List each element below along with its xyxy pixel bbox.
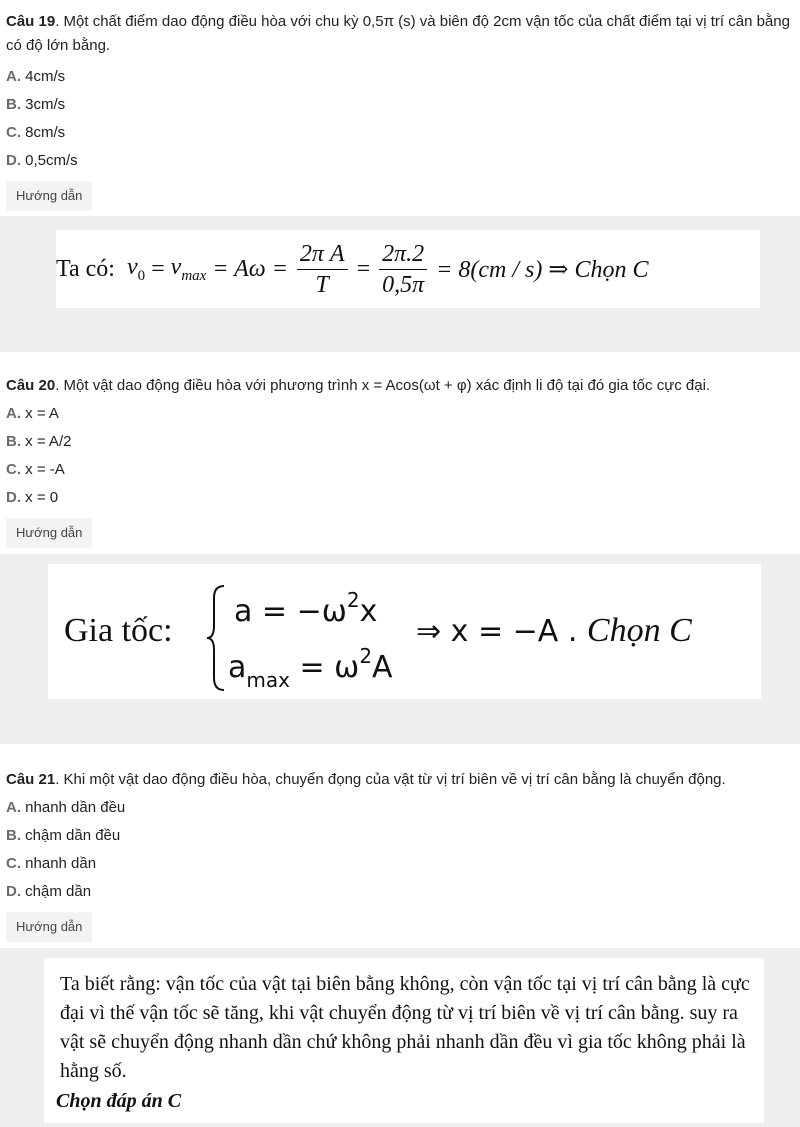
q20-option-c[interactable]: C. x = -A — [6, 461, 65, 478]
q20-left-brace — [204, 582, 228, 703]
q21-guide-button[interactable]: Hướng dẫn — [6, 912, 92, 942]
q19-option-a[interactable]: A. 4cm/s — [6, 68, 66, 85]
q21-solution-answer: Chọn đáp án C — [56, 1090, 182, 1112]
q20-solution-lead: Gia tốc: — [64, 612, 173, 649]
question-20-text: . Một vật dao động điều hòa với phương trình x = Acos(ωt + φ) xác định li độ tại đó gia tốc cực đại. — [55, 377, 711, 394]
q21-solution-paragraph: Ta biết rằng: vận tốc của vật tại biên bằng không, còn vận tốc tại vị trí cân bằng là cực đại vì thế vận tốc sẽ tăng, khi vật chuyển động từ vị trí biên về vị trí cân bằng. suy ra vật sẽ chuyển động nhanh dần chứ không phải nhanh dần đều vì gia tốc không phải là hằng số. — [60, 973, 750, 1082]
q20-guide-button[interactable]: Hướng dẫn — [6, 518, 92, 548]
q20-option-d[interactable]: D. x = 0 — [6, 489, 59, 506]
q19-solution-panel — [0, 216, 800, 352]
q20-result: ⇒ x = −A . Chọn C — [416, 612, 692, 649]
q21-option-a[interactable]: A. nhanh dần đều — [6, 799, 126, 816]
q19-option-b[interactable]: B. 3cm/s — [6, 96, 66, 113]
q20-eq-line2: $a_{max} = \omega^2A$ — [228, 644, 393, 692]
q19-option-c[interactable]: C. 8cm/s — [6, 124, 66, 141]
q21-solution-card — [44, 958, 764, 1123]
question-19-text: . Một chất điểm dao động điều hòa với chu kỳ 0,5π (s) và biên độ 2cm vận tốc của chất điểm tại vị trí cân bằng có độ lớn bằng. — [6, 13, 790, 54]
q19-option-d[interactable]: D. 0,5cm/s — [6, 152, 78, 169]
question-19 — [6, 10, 794, 58]
question-21-text: . Khi một vật dao động điều hòa, chuyển đọng của vật từ vị trí biên về vị trí cân bằng là chuyển động. — [55, 771, 726, 788]
q19-solution-lead: Ta có: — [56, 255, 115, 282]
q19-vmax: $v_{max}$ — [170, 253, 207, 284]
q21-option-c[interactable]: C. nhanh dần — [6, 855, 97, 872]
q19-result: = 8(cm / s) ⇒ Chọn C — [430, 256, 649, 283]
question-19-label: Câu 19 — [6, 13, 56, 30]
q21-solution-panel — [0, 948, 800, 1127]
q20-solution-panel — [0, 554, 800, 744]
question-21 — [6, 768, 794, 792]
q20-option-a[interactable]: A. x = A — [6, 405, 59, 422]
q21-option-d[interactable]: D. chậm dần — [6, 883, 92, 900]
q19-solution-card: Ta có: $v_0$ = $v_{max}$ = Aω = $\frac{\text{2π A}}{T}$ = $\frac{2\pi.2}{0,5\pi}$ = 8(cm / s) ⇒ Chọn C — [56, 230, 760, 308]
q19-guide-button[interactable]: Hướng dẫn — [6, 181, 92, 211]
brace-icon — [204, 582, 228, 694]
question-20 — [6, 374, 794, 398]
question-21-label: Câu 21 — [6, 771, 56, 788]
q21-option-b[interactable]: B. chậm dần đều — [6, 827, 121, 844]
q19-v0: $v_0$ — [126, 253, 146, 284]
q20-eq-line1: $a = -\omega^2x$ — [234, 588, 378, 629]
q20-solution-card — [48, 564, 761, 699]
question-20-label: Câu 20 — [6, 377, 56, 394]
q19-fraction-1: $\frac{\text{2π A}}{T}$ — [297, 239, 348, 300]
q19-fraction-2: $\frac{2\pi.2}{0,5\pi}$ — [379, 239, 427, 300]
q20-option-b[interactable]: B. x = A/2 — [6, 433, 72, 450]
